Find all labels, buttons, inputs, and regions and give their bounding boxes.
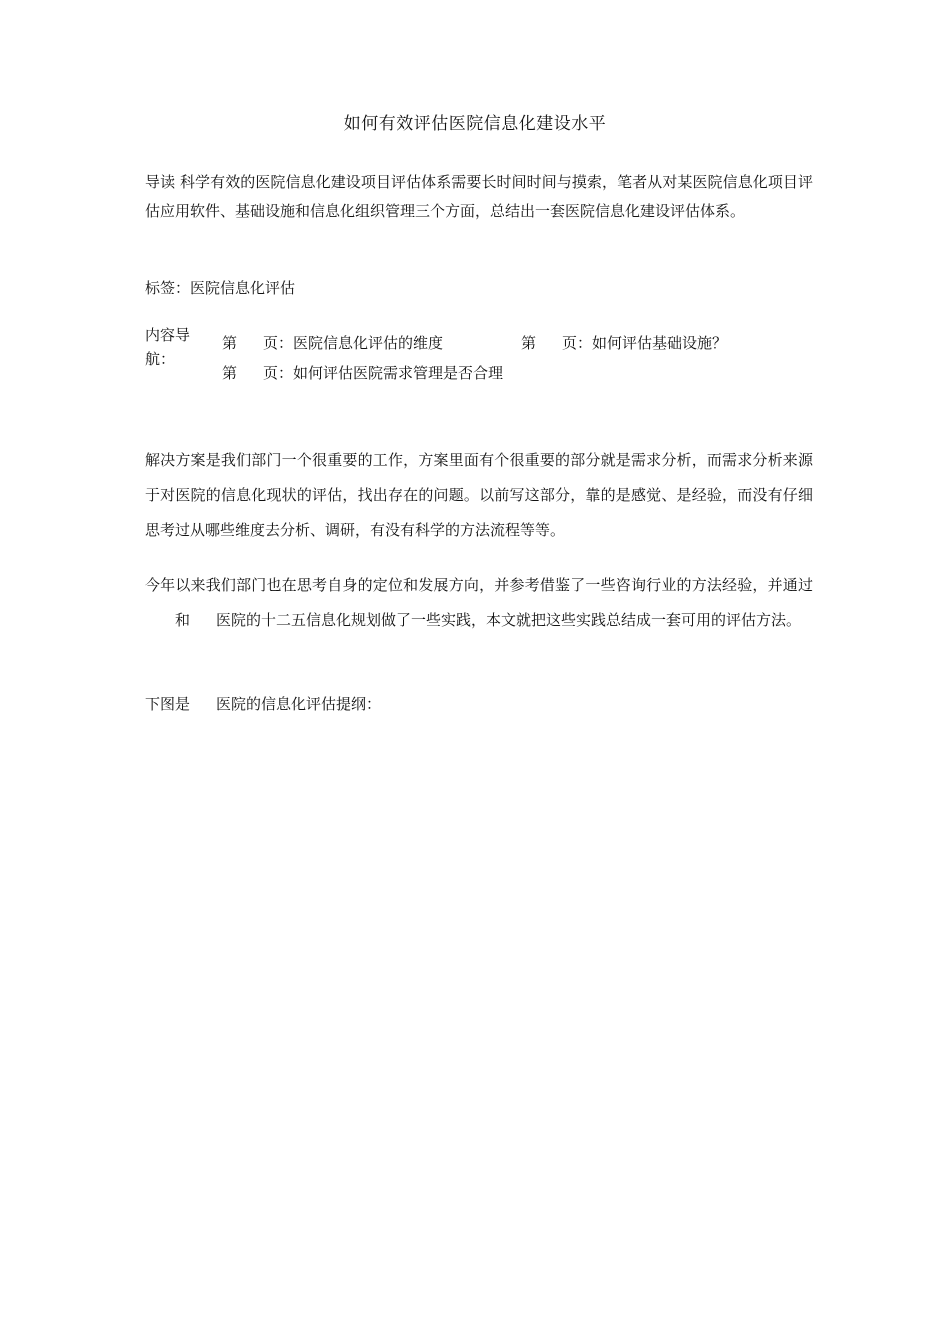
paragraph-text: 和 bbox=[175, 611, 191, 629]
intro-paragraph: 导读 科学有效的医院信息化建设项目评估体系需要长时间时间与摸索，笔者从对某医院信息化项目评估应用软件、基础设施和信息化组织管理三个方面，总结出一套医院信息化建设评估体系。 bbox=[145, 173, 813, 220]
paragraph-text: 今年以来我们部门也在思考自身的定位和发展方向，并参考借鉴了一些咨询行业的方法经验，并通过 bbox=[145, 576, 813, 594]
nav-link-text: 页：如何评估医院需求管理是否合理 bbox=[263, 364, 504, 382]
content-nav-label: 内容导航： bbox=[145, 326, 191, 368]
paragraph-text: 医院的信息化评估提纲： bbox=[216, 695, 382, 713]
body-paragraph-3 bbox=[145, 692, 813, 716]
nav-page-prefix: 第 bbox=[222, 334, 238, 352]
body-paragraph-2 bbox=[145, 568, 813, 638]
nav-link-text: 页：医院信息化评估的维度 bbox=[263, 334, 444, 352]
page-title: 如何有效评估医院信息化建设水平 bbox=[343, 114, 607, 134]
content-nav-link-3[interactable] bbox=[214, 361, 506, 386]
content-nav-link-1[interactable] bbox=[222, 331, 443, 355]
nav-page-prefix: 第 bbox=[521, 334, 537, 352]
tags-line: 标签：医院信息化评估 bbox=[145, 279, 296, 297]
paragraph-text: 下图是 bbox=[145, 695, 191, 713]
nav-link-text: 页：如何评估基础设施？ bbox=[562, 334, 728, 352]
nav-page-prefix: 第 bbox=[222, 364, 238, 382]
content-nav-link-2[interactable] bbox=[521, 331, 727, 355]
body-paragraph-1: 解决方案是我们部门一个很重要的工作，方案里面有个很重要的部分就是需求分析，而需求分析来源于对医院的信息化现状的评估，找出存在的问题。以前写这部分，靠的是感觉、是经验，而没有仔细思考过从哪些维度去分析、调研，有没有科学的方法流程等等。 bbox=[145, 451, 813, 539]
paragraph-text: 医院的十二五信息化规划做了一些实践，本文就把这些实践总结成一套可用的评估方法。 bbox=[216, 611, 802, 629]
